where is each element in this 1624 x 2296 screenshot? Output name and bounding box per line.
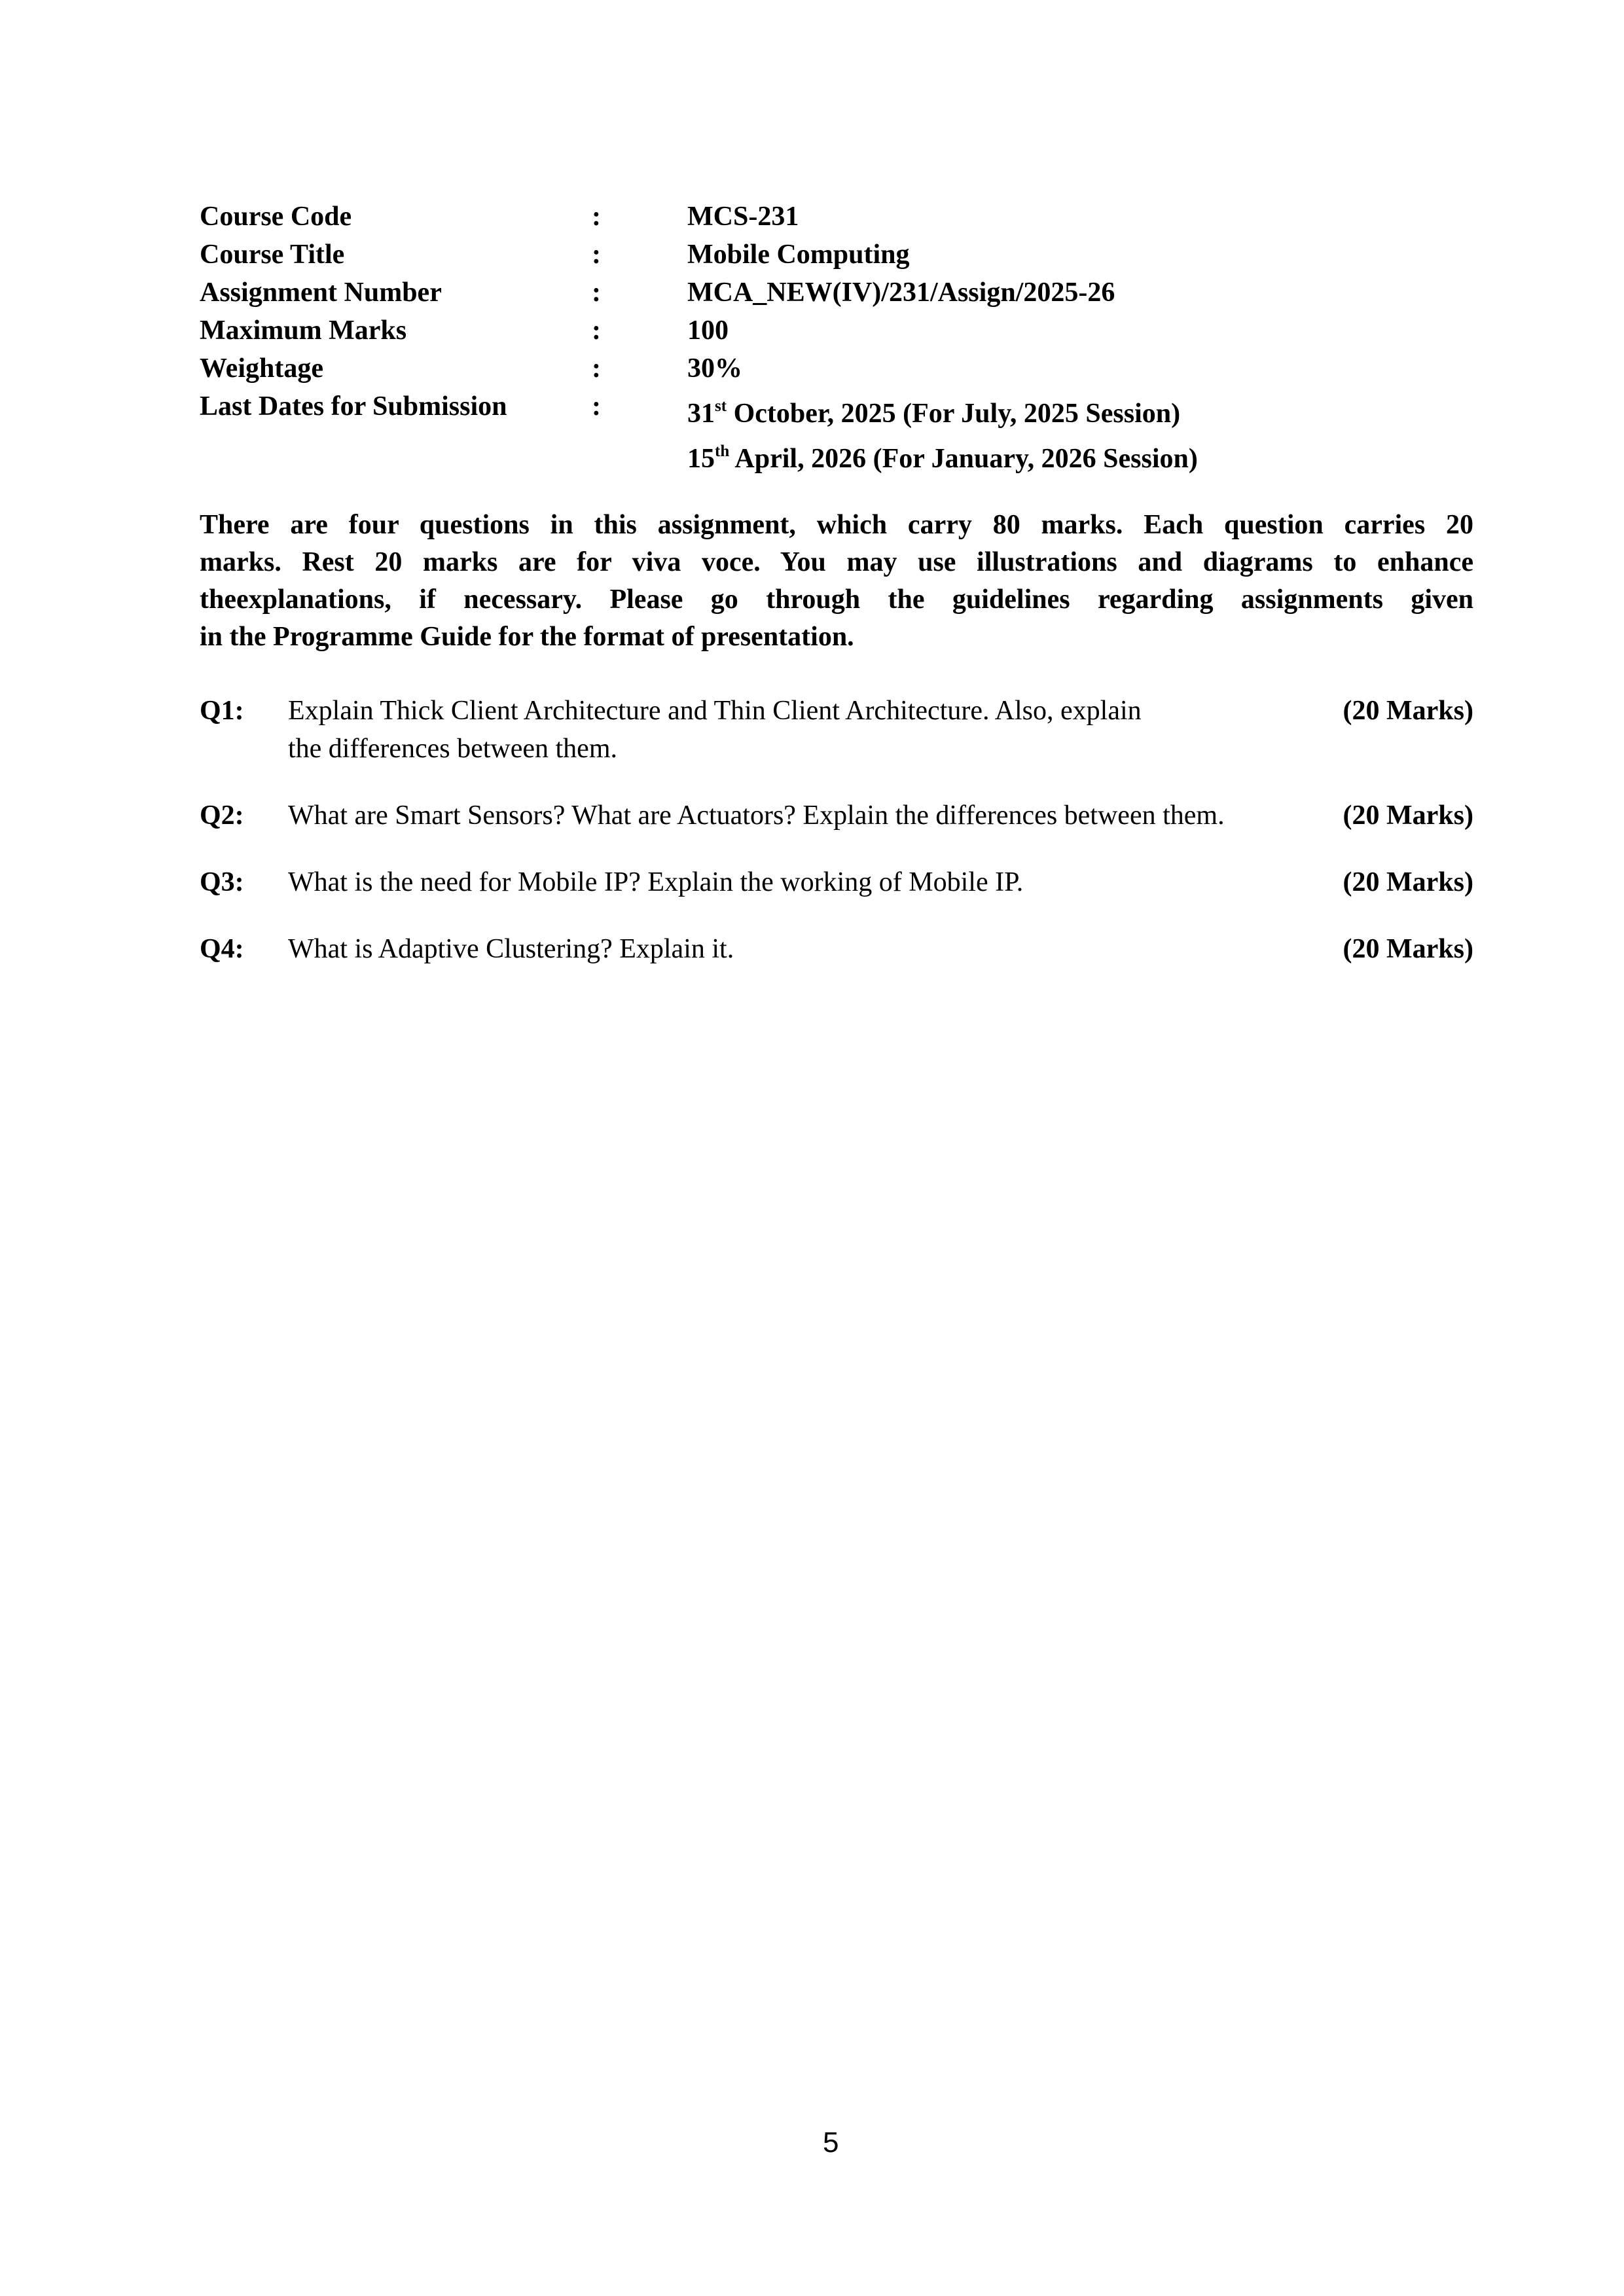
question-label: Q1: [200,696,244,726]
header-row-submission-dates [200,387,1473,478]
question-text [288,863,1326,901]
header-row-course-code [200,198,1473,236]
instructions-paragraph [200,507,1473,656]
questions-list [200,692,1473,968]
instructions-line: in the Programme Guide for the format of presentation. [200,622,854,652]
instructions-line: marks. Rest 20 marks are for viva voce. You may use illustrations and diagrams to enhance [200,547,1473,577]
question-text-line: What are Smart Sensors? What are Actuators? Explain the differences between them. [288,800,1225,831]
weightage-value: 30% [687,353,742,384]
header-row-assignment-number [200,274,1473,312]
separator-colon: : [592,353,601,384]
instructions-line: There are four questions in this assignment, which carry 80 marks. Each question carries 20 [200,510,1473,540]
course-title-label: Course Title [200,240,345,270]
question-text-line: What is Adaptive Clustering? Explain it. [288,934,734,964]
question-text-line: Explain Thick Client Architecture and Thin Client Architecture. Also, explain [288,696,1142,726]
question-row-q2 [200,797,1473,834]
maximum-marks-value: 100 [687,315,729,346]
date-day: 15 [687,444,715,474]
question-marks: (20 Marks) [1343,934,1473,964]
separator-colon: : [592,278,601,308]
assignment-number-value: MCA_NEW(IV)/231/Assign/2025-26 [687,278,1115,308]
question-row-q1 [200,692,1473,768]
submission-dates-value [687,387,1473,478]
question-text [288,930,1326,968]
submission-date-january-session [687,433,1473,478]
question-row-q3 [200,863,1473,901]
course-info-block [200,198,1473,478]
page-number: 5 [823,2126,839,2159]
question-text-line: What is the need for Mobile IP? Explain the working of Mobile IP. [288,867,1024,897]
separator-colon: : [592,240,601,270]
separator-colon: : [592,315,601,346]
date-ordinal-superscript: st [715,397,727,415]
date-day: 31 [687,399,715,429]
weightage-label: Weightage [200,353,323,384]
question-label: Q4: [200,934,244,964]
header-row-course-title [200,236,1473,274]
question-label: Q3: [200,867,244,897]
question-text [288,797,1326,834]
course-code-label: Course Code [200,202,352,232]
question-row-q4 [200,930,1473,968]
question-text-line: the differences between them. [288,734,617,764]
question-marks: (20 Marks) [1343,696,1473,726]
date-rest: April, 2026 (For January, 2026 Session) [729,444,1198,474]
question-marks: (20 Marks) [1343,800,1473,831]
header-row-maximum-marks [200,312,1473,350]
submission-date-july-session [687,387,1473,433]
course-code-value: MCS-231 [687,202,799,232]
separator-colon: : [592,202,601,232]
date-rest: October, 2025 (For July, 2025 Session) [727,399,1181,429]
course-title-value: Mobile Computing [687,240,910,270]
date-ordinal-superscript: th [715,442,730,460]
submission-dates-label: Last Dates for Submission [200,391,507,422]
separator-colon: : [592,391,601,422]
header-row-weightage [200,350,1473,387]
instructions-line: theexplanations, if necessary. Please go through the guidelines regarding assignments given [200,584,1473,615]
maximum-marks-label: Maximum Marks [200,315,407,346]
question-marks: (20 Marks) [1343,867,1473,897]
assignment-number-label: Assignment Number [200,278,442,308]
page-content [200,198,1473,968]
question-text [288,692,1326,768]
question-label: Q2: [200,800,244,831]
